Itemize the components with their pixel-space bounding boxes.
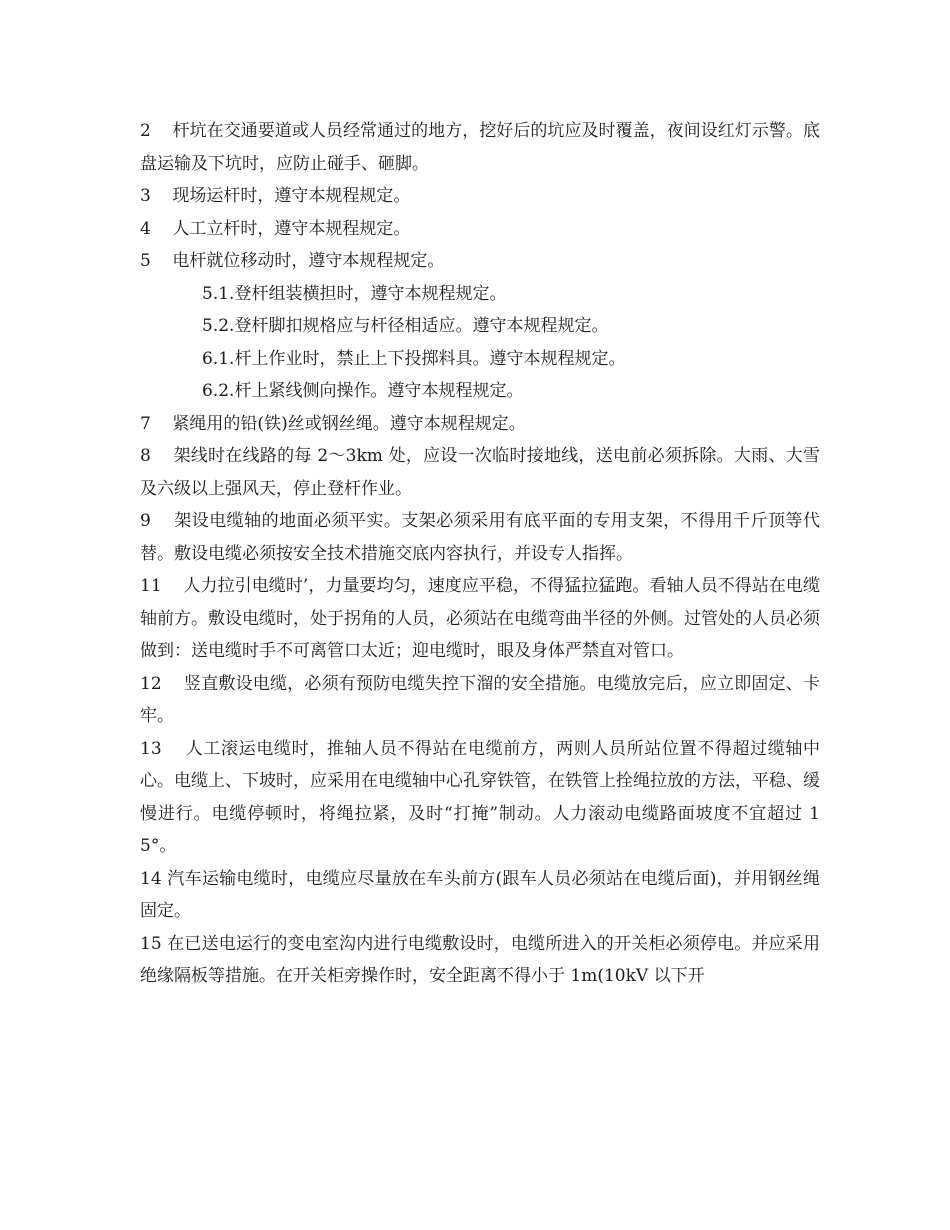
clause-paragraph: 8 架线时在线路的每 2～3km 处，应设一次临时接地线，送电前必须拆除。大雨、大雪及六级以上强风天，停止登杆作业。 (140, 446, 820, 499)
clause-paragraph: 3 现场运杆时，遵守本规程规定。 (140, 186, 411, 206)
clause-paragraph: 7 紧绳用的铅(铁)丝或钢丝绳。遵守本规程规定。 (140, 413, 526, 434)
sub-clause-paragraph: 5.2.登杆脚扣规格应与杆径相适应。遵守本规程规定。 (202, 316, 609, 336)
clause-paragraph: 11 人力拉引电缆时’，力量要均匀，速度应平稳，不得猛拉猛跑。看轴人员不得站在电缆轴前方。敷设电缆时，处于拐角的人员，必须站在电缆弯曲半径的外侧。过管处的人员必须做到：送电缆时手不可离管口太近；迎电缆时，眼及身体严禁直对管口。 (140, 576, 820, 661)
clause-paragraph: 13 人工滚运电缆时，推轴人员不得站在电缆前方，两则人员所站位置不得超过缆轴中心。电缆上、下坡时，应采用在电缆轴中心孔穿铁管，在铁管上拴绳拉放的方法，平稳、缓慢进行。电缆停顿时，将绳拉紧，及时“打掩”制动。人力滚动电缆路面坡度不宜超过 15°。 (140, 738, 820, 856)
clause-paragraph: 5 电杆就位移动时，遵守本规程规定。 (140, 251, 445, 271)
clause-paragraph: 12 竖直敷设电缆，必须有预防电缆失控下溜的安全措施。电缆放完后，应立即固定、卡牢。 (140, 673, 820, 726)
document-body (140, 115, 820, 993)
clause-paragraph: 9 架设电缆轴的地面必须平实。支架必须采用有底平面的专用支架，不得用千斤顶等代替。敷设电缆必须按安全技术措施交底内容执行，并设专人指挥。 (140, 511, 820, 564)
sub-clause-paragraph: 5.1.登杆组装横担时，遵守本规程规定。 (202, 283, 507, 304)
sub-clause-paragraph: 6.1.杆上作业时，禁止上下投掷料具。遵守本规程规定。 (202, 348, 626, 369)
clause-paragraph: 14 汽车运输电缆时，电缆应尽量放在车头前方(跟车人员必须站在电缆后面)，并用钢丝绳固定。 (140, 868, 820, 921)
clause-paragraph: 2 杆坑在交通要道或人员经常通过的地方，挖好后的坑应及时覆盖，夜间设红灯示警。底盘运输及下坑时，应防止碰手、砸脚。 (140, 121, 820, 174)
clause-paragraph: 15 在已送电运行的变电室沟内进行电缆敷设时，电缆所进入的开关柜必须停电。并应采用绝缘隔板等措施。在开关柜旁操作时，安全距离不得小于 1m(10kV 以下开 (140, 933, 820, 986)
sub-clause-paragraph: 6.2.杆上紧线侧向操作。遵守本规程规定。 (202, 381, 524, 401)
clause-paragraph: 4 人工立杆时，遵守本规程规定。 (140, 218, 411, 239)
